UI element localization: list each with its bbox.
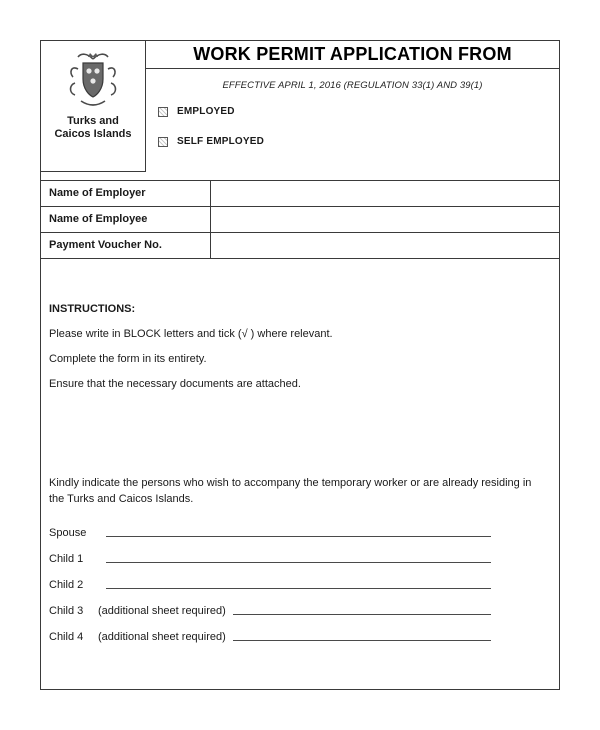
- employed-option: [158, 106, 559, 117]
- effective-date-subtitle: EFFECTIVE APRIL 1, 2016 (REGULATION 33(1) AND 39(1): [222, 80, 483, 91]
- work-permit-form: [40, 40, 560, 690]
- logo-caption: Turks and Caicos Islands: [54, 115, 132, 140]
- instruction-line: Ensure that the necessary documents are attached.: [49, 378, 301, 390]
- checkbox-employed[interactable]: [158, 107, 168, 117]
- field-label-employer: Name of Employer: [41, 181, 211, 206]
- family-row-spouse: [49, 522, 547, 539]
- child-1-fill-line[interactable]: [106, 551, 491, 563]
- child-4-fill-line[interactable]: [233, 629, 491, 641]
- spouse-fill-line[interactable]: [106, 525, 491, 537]
- self-employed-option: [158, 136, 559, 147]
- instructions-section: [41, 259, 559, 689]
- family-label-child-1: Child 1: [49, 553, 84, 565]
- field-row-payment-voucher: [41, 233, 559, 259]
- family-row-child-2: [49, 574, 547, 591]
- family-note-child-4: (additional sheet required): [98, 631, 226, 643]
- instruction-line: Please write in BLOCK letters and tick (√ ) where relevant.: [49, 328, 333, 340]
- form-header: [41, 41, 559, 181]
- family-note-child-3: (additional sheet required): [98, 605, 226, 617]
- field-value-payment-voucher[interactable]: [211, 233, 559, 258]
- coat-of-arms-icon: [65, 49, 121, 111]
- family-label-child-4: Child 4: [49, 631, 84, 643]
- child-3-fill-line[interactable]: [233, 603, 491, 615]
- field-value-employer[interactable]: [211, 181, 559, 206]
- field-row-employer: [41, 181, 559, 207]
- field-label-payment-voucher: Payment Voucher No.: [41, 233, 211, 258]
- logo-cell: [41, 41, 146, 172]
- checkbox-self-employed[interactable]: [158, 137, 168, 147]
- field-value-employee[interactable]: [211, 207, 559, 232]
- family-label-child-3: Child 3: [49, 605, 84, 617]
- family-row-child-4: [49, 626, 547, 643]
- checkbox-employed-label: EMPLOYED: [177, 106, 235, 117]
- instruction-line: Complete the form in its entirety.: [49, 353, 207, 365]
- field-label-employee: Name of Employee: [41, 207, 211, 232]
- header-right: [146, 41, 559, 180]
- family-label-child-2: Child 2: [49, 579, 84, 591]
- family-row-child-1: [49, 548, 547, 565]
- page-title: WORK PERMIT APPLICATION FROM: [146, 41, 559, 69]
- checkbox-self-employed-label: SELF EMPLOYED: [177, 136, 265, 147]
- child-2-fill-line[interactable]: [106, 577, 491, 589]
- accompany-note: Kindly indicate the persons who wish to accompany the temporary worker or are already residing in the Turks and Caicos Islands.: [49, 477, 532, 505]
- family-row-child-3: [49, 600, 547, 617]
- field-row-employee: [41, 207, 559, 233]
- instructions-heading: INSTRUCTIONS:: [49, 303, 136, 315]
- family-label-spouse: Spouse: [49, 527, 87, 539]
